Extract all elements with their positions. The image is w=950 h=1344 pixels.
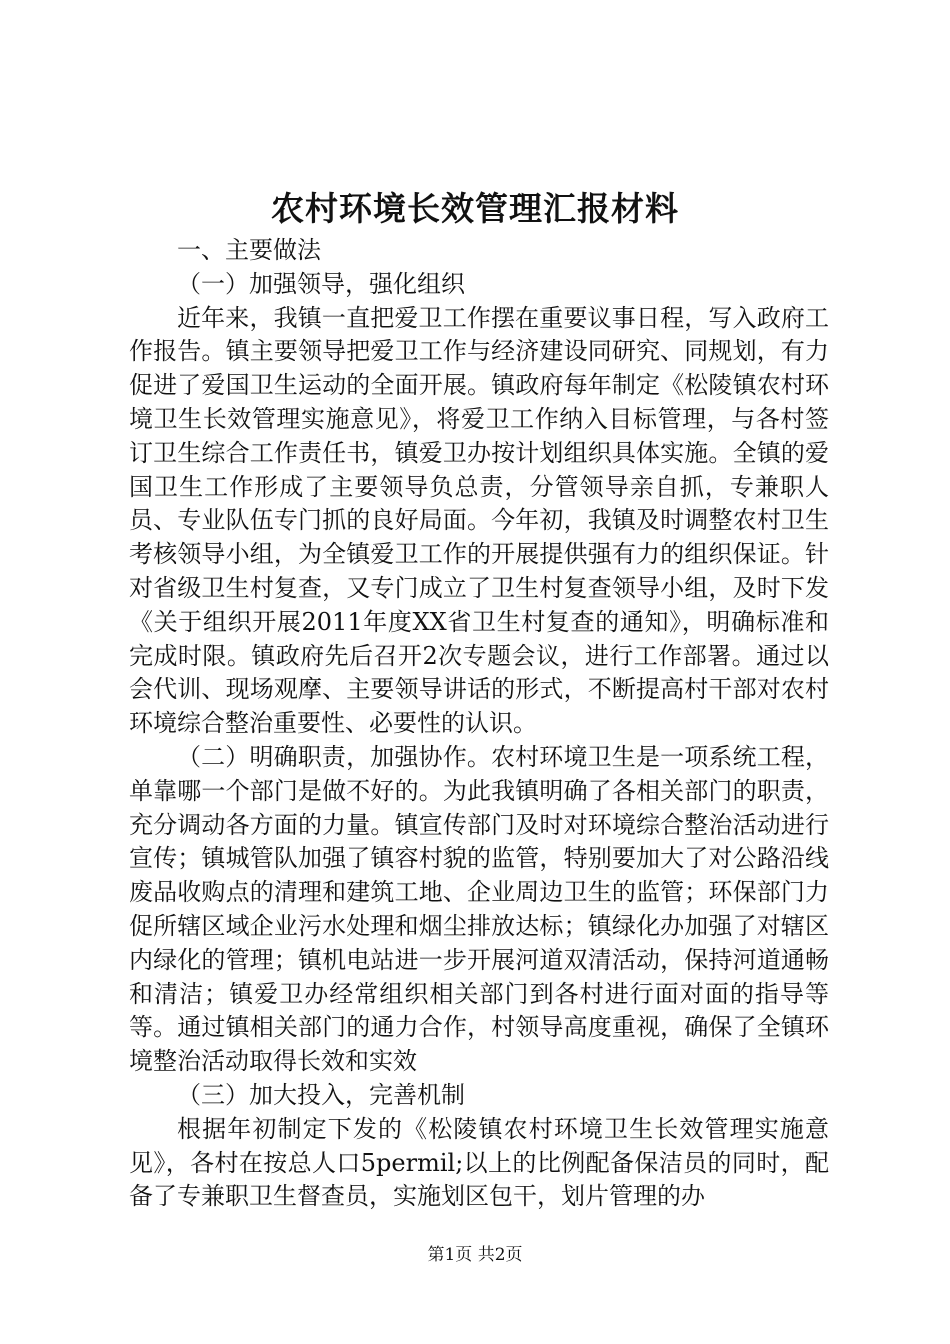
paragraph-investment: 根据年初制定下发的《松陵镇农村环境卫生长效管理实施意见》，各村在按总人口5permil;以上的比例配备保洁员的同时，配备了专兼职卫生督查员，实施划区包干，划片管理的办 bbox=[129, 1114, 829, 1211]
paragraph-leadership: 近年来，我镇一直把爱卫工作摆在重要议事日程，写入政府工作报告。镇主要领导把爱卫工作与经济建设同研究、同规划，有力促进了爱国卫生运动的全面开展。镇政府每年制定《松陵镇农村环境卫生长效管理实施意见》，将爱卫工作纳入目标管理，与各村签订卫生综合工作责任书，镇爱卫办按计划组织具体实施。全镇的爱国卫生工作形成了主要领导负总责，分管领导亲自抓，专兼职人员、专业队伍专门抓的良好局面。今年初，我镇及时调整农村卫生考核领导小组，为全镇爱卫工作的开展提供强有力的组织保证。针对省级卫生村复查，又专门成立了卫生村复查领导小组，及时下发《关于组织开展2011年度XX省卫生村复查的通知》，明确标准和完成时限。镇政府先后召开2次专题会议，进行工作部署。通过以会代训、现场观摩、主要领导讲话的形式，不断提高村干部对农村环境综合整治重要性、必要性的认识。 bbox=[129, 303, 829, 738]
page-footer: 第1页 共2页 bbox=[427, 1245, 523, 1265]
document-body bbox=[129, 234, 829, 1214]
paragraph-responsibilities: （二）明确职责，加强协作。农村环境卫生是一项系统工程，单靠哪一个部门是做不好的。为此我镇明确了各相关部门的职责，充分调动各方面的力量。镇宣传部门及时对环境综合整治活动进行宣传；镇城管队加强了镇容村貌的监管，特别要加大了对公路沿线废品收购点的清理和建筑工地、企业周边卫生的监管；环保部门力促所辖区域企业污水处理和烟尘排放达标；镇绿化办加强了对辖区内绿化的管理；镇机电站进一步开展河道双清活动，保持河道通畅和清洁；镇爱卫办经常组织相关部门到各村进行面对面的指导等等。通过镇相关部门的通力合作，村领导高度重视，确保了全镇环境整治活动取得长效和实效 bbox=[129, 742, 829, 1076]
section-heading: 一、主要做法 bbox=[177, 236, 321, 264]
document-title: 农村环境长效管理汇报材料 bbox=[271, 189, 679, 228]
subheading-strengthen-leadership: （一）加强领导，强化组织 bbox=[177, 269, 465, 298]
subheading-investment: （三）加大投入，完善机制 bbox=[177, 1080, 465, 1109]
